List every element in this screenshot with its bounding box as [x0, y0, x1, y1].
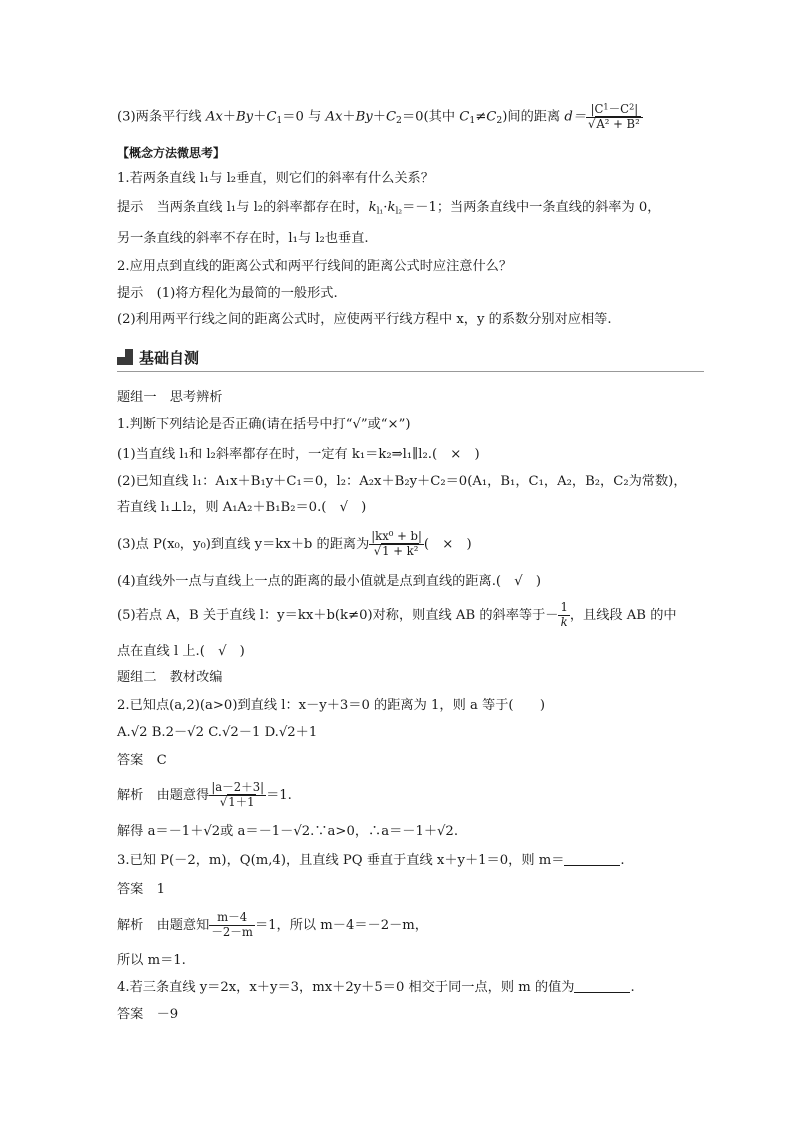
group2-question-4	[117, 979, 704, 997]
s5a-prefix: (5)若点 A，B 关于直线 l：y＝kx＋b(k≠0)对称，则直线 AB 的斜率等于－	[117, 608, 559, 623]
q3-analysis	[117, 911, 704, 941]
q3-solution: 所以 m＝1.	[117, 953, 186, 968]
distance-formula: $\frac{|C^1-C^2|}{\text{√A² + B²}}$	[586, 104, 643, 130]
analysis-label: 解析	[117, 918, 144, 933]
hint-1a-text: 当两条直线 l₁与 l₂的斜率都存在时，	[156, 200, 369, 215]
q4-tail: .	[630, 980, 635, 995]
statement-5b: 点在直线 l 上.( √ )	[117, 644, 245, 659]
s5a-tail: ，且线段 AB 的中	[569, 608, 677, 623]
item3-paren: ＝0(其中	[401, 109, 460, 125]
item3-d: d＝	[564, 109, 586, 125]
item3-prefix: (3)两条平行线	[117, 109, 206, 125]
q2-options	[117, 724, 704, 742]
hint-1b-text: ＝－1；当两条直线中一条直线的斜率为 0，	[402, 200, 661, 215]
concept-hint-1c: 另一条直线的斜率不存在时，l₁与 l₂也垂直.	[117, 231, 369, 246]
group2-question-3	[117, 852, 704, 870]
q2-num: |a－2＋3|	[211, 780, 265, 795]
statement-2a: (2)已知直线 l₁：A₁x＋B₁y＋C₁＝0，l₂：A₂x＋B₂y＋C₂＝0(A₁，B₁，C₁，A₂，B₂，C₂为常数)，	[117, 474, 687, 489]
concept-hint-2b: (2)利用两平行线之间的距离公式时，应使两平行线方程中 x，y 的系数分别对应相等.	[117, 312, 612, 327]
answer-blank[interactable]	[574, 980, 630, 993]
q3-fraction	[209, 912, 255, 938]
option-b: B.2－√2	[151, 725, 204, 740]
analysis-prefix: 由题意知	[156, 918, 210, 933]
section-square-icon	[117, 349, 133, 365]
section-title: 基础自测	[139, 348, 200, 367]
q2-solution: 解得 a＝－1＋√2或 a＝－1－√2.∵a>0，∴a＝－1＋√2.	[117, 824, 459, 839]
analysis-tail: ＝1.	[266, 788, 292, 803]
concept-question-2: 2.应用点到直线的距离公式和两平行线间的距离公式时应注意什么？	[117, 259, 513, 274]
statement-3	[117, 530, 704, 560]
answer-value: 1	[156, 882, 165, 897]
s3-tail: ( × )	[423, 537, 472, 552]
statement-5a	[117, 601, 704, 631]
concept-question-1: 1.若两条直线 l₁与 l₂垂直，则它们的斜率有什么关系？	[117, 171, 434, 186]
s5a-num: 1	[560, 600, 568, 615]
answer-label: 答案	[117, 753, 144, 768]
q3-num: m－4	[217, 910, 248, 925]
hint-label: 提示	[117, 200, 144, 215]
analysis-tail: ＝1，所以 m－4＝－2－m，	[254, 918, 428, 933]
group1-title: 题组一 思考辨析	[117, 390, 223, 405]
q2-answer	[117, 752, 704, 770]
s3-prefix: (3)点 P(x₀，y₀)到直线 y＝kx＋b 的距离为	[117, 537, 370, 552]
formula-num-tail: |	[634, 102, 639, 116]
q3-text: 3.已知 P(－2，m)，Q(m,4)，且直线 PQ 垂直于直线 x＋y＋1＝0，则 m＝	[117, 853, 565, 868]
answer-value: C	[156, 753, 167, 768]
q4-text: 4.若三条直线 y＝2x，x＋y＝3，mx＋2y＋5＝0 相交于同一点，则 m 的值为	[117, 980, 575, 995]
q3-tail: .	[620, 853, 625, 868]
concept-hint-1a: 提示 当两条直线 l₁与 l₂的斜率都存在时，$k_{l_1}\cdot k_{l_2}=-1$；当两条直线中一条直线的斜率为 0，	[117, 200, 661, 217]
q2-analysis	[117, 781, 704, 811]
q4-answer	[117, 1006, 704, 1024]
option-a: A.√2	[117, 725, 148, 740]
answer-label: 答案	[117, 882, 144, 897]
formula-num: |C	[590, 102, 604, 116]
option-d: D.√2＋1	[264, 725, 318, 740]
analysis-label: 解析	[117, 788, 144, 803]
formula-den: A² + B²	[596, 116, 640, 131]
s5a-fraction	[558, 602, 569, 628]
s3-fraction: $\frac{\text{|kx⁰ + b|}}{\text{√1 + k²}}$	[371, 529, 422, 558]
statement-4: (4)直线外一点与直线上一点的距离的最小值就是点到直线的距离.( √ )	[117, 574, 541, 589]
q2-fraction: $\frac{|a-2+3|}{√1+1}$	[211, 780, 265, 809]
s5a-den: k	[558, 615, 569, 629]
group2-title: 题组二 教材改编	[117, 670, 223, 685]
q2-den: 1＋1	[228, 795, 255, 809]
analysis-prefix: 由题意得	[156, 788, 210, 803]
item3-tail: )间的距离	[502, 109, 565, 125]
q3-den: －2－m	[211, 925, 253, 939]
option-c: C.√2－1	[208, 725, 261, 740]
group1-question-1: 1.判断下列结论是否正确(请在括号中打“√”或“×”)	[117, 417, 411, 432]
concept-hint-2a	[117, 285, 704, 303]
s3-num: |kx⁰ + b|	[371, 529, 422, 544]
answer-value: －9	[156, 1007, 179, 1022]
concept-item-3: (3)两条平行线 $Ax+By+C_1=0$ 与 $Ax+By+C_2=0$(其中 $C_1\ne C_2$)间的距离 d＝ $\frac{|C^1-C^2|}{\text{√A² + B²}}$	[117, 104, 704, 130]
answer-label: 答案	[117, 1007, 144, 1022]
section-divider	[117, 371, 704, 372]
statement-2b: 若直线 l₁⊥l₂，则 A₁A₂＋B₁B₂＝0.( √ )	[117, 500, 367, 515]
statement-1: (1)当直线 l₁和 l₂斜率都存在时，一定有 k₁＝k₂⇒l₁∥l₂.( × )	[117, 447, 480, 462]
hint-2a-text: (1)将方程化为最简的一般形式.	[156, 286, 338, 301]
q3-answer	[117, 881, 704, 899]
s3-den: 1 + k²	[382, 544, 419, 558]
group2-question-2: 2.已知点(a,2)(a>0)到直线 l：x－y＋3＝0 的距离为 1，则 a 等于( )	[117, 698, 546, 713]
section-heading	[117, 346, 199, 368]
concept-heading: 【概念方法微思考】	[117, 146, 226, 160]
hint-label: 提示	[117, 286, 144, 301]
item3-mid: ＝0 与	[282, 109, 326, 125]
answer-blank[interactable]	[564, 853, 620, 866]
